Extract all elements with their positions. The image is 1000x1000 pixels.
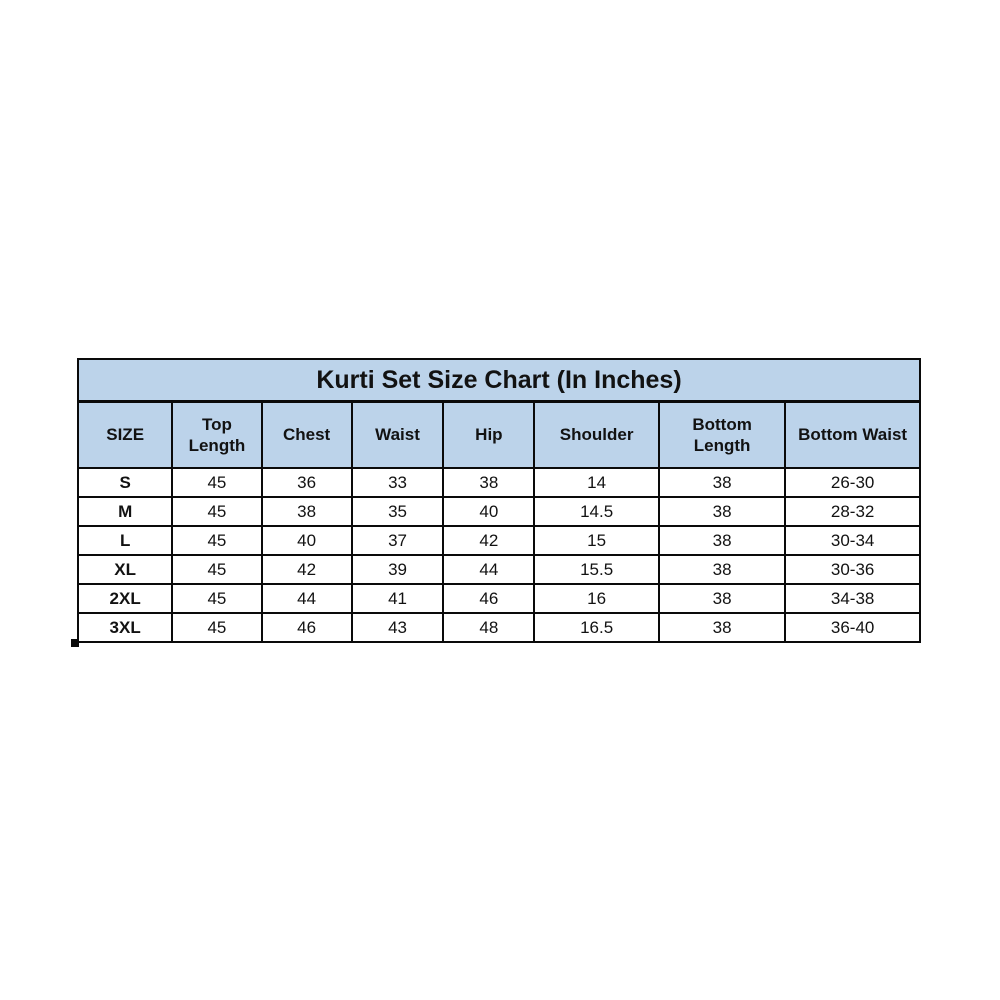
measurement-cell: 33 <box>352 468 444 497</box>
measurement-cell: 46 <box>443 584 534 613</box>
measurement-cell: 46 <box>262 613 352 642</box>
measurement-cell: 16.5 <box>534 613 659 642</box>
measurement-cell: 44 <box>262 584 352 613</box>
measurement-cell: 15.5 <box>534 555 659 584</box>
column-header-top-length: Top Length <box>172 402 261 469</box>
measurement-cell: 37 <box>352 526 444 555</box>
measurement-cell: 40 <box>443 497 534 526</box>
table-row-size-2xl <box>78 584 920 613</box>
table-row-size-m <box>78 497 920 526</box>
column-header-size: SIZE <box>78 402 172 469</box>
measurement-cell: 45 <box>172 468 261 497</box>
measurement-cell: 48 <box>443 613 534 642</box>
measurement-cell: 30-34 <box>785 526 920 555</box>
measurement-cell: 14 <box>534 468 659 497</box>
measurement-cell: 39 <box>352 555 444 584</box>
measurement-cell: 42 <box>262 555 352 584</box>
measurement-cell: 42 <box>443 526 534 555</box>
table-row-size-xl <box>78 555 920 584</box>
table-header-row <box>78 402 920 469</box>
measurement-cell: 45 <box>172 613 261 642</box>
measurement-cell: 45 <box>172 526 261 555</box>
size-chart-table <box>77 358 921 643</box>
measurement-cell: 34-38 <box>785 584 920 613</box>
size-label-cell: 2XL <box>78 584 172 613</box>
column-header-hip: Hip <box>443 402 534 469</box>
measurement-cell: 38 <box>659 555 785 584</box>
measurement-cell: 16 <box>534 584 659 613</box>
table-title: Kurti Set Size Chart (In Inches) <box>78 359 920 402</box>
size-label-cell: L <box>78 526 172 555</box>
size-label-cell: 3XL <box>78 613 172 642</box>
measurement-cell: 35 <box>352 497 444 526</box>
measurement-cell: 28-32 <box>785 497 920 526</box>
measurement-cell: 38 <box>262 497 352 526</box>
measurement-cell: 38 <box>659 526 785 555</box>
measurement-cell: 30-36 <box>785 555 920 584</box>
measurement-cell: 26-30 <box>785 468 920 497</box>
measurement-cell: 38 <box>659 497 785 526</box>
measurement-cell: 36 <box>262 468 352 497</box>
measurement-cell: 36-40 <box>785 613 920 642</box>
column-header-shoulder: Shoulder <box>534 402 659 469</box>
column-header-bottom-waist: Bottom Waist <box>785 402 920 469</box>
table-row-size-s <box>78 468 920 497</box>
measurement-cell: 38 <box>443 468 534 497</box>
measurement-cell: 45 <box>172 555 261 584</box>
column-header-bottom-length: Bottom Length <box>659 402 785 469</box>
column-header-chest: Chest <box>262 402 352 469</box>
table-row-size-l <box>78 526 920 555</box>
size-label-cell: M <box>78 497 172 526</box>
measurement-cell: 38 <box>659 584 785 613</box>
measurement-cell: 44 <box>443 555 534 584</box>
measurement-cell: 45 <box>172 584 261 613</box>
table-title-row <box>78 359 920 402</box>
size-chart <box>77 358 921 643</box>
measurement-cell: 41 <box>352 584 444 613</box>
size-label-cell: XL <box>78 555 172 584</box>
measurement-cell: 40 <box>262 526 352 555</box>
measurement-cell: 15 <box>534 526 659 555</box>
column-header-waist: Waist <box>352 402 444 469</box>
measurement-cell: 45 <box>172 497 261 526</box>
size-label-cell: S <box>78 468 172 497</box>
table-row-size-3xl <box>78 613 920 642</box>
measurement-cell: 38 <box>659 468 785 497</box>
measurement-cell: 14.5 <box>534 497 659 526</box>
corner-mark <box>71 639 79 647</box>
measurement-cell: 43 <box>352 613 444 642</box>
measurement-cell: 38 <box>659 613 785 642</box>
